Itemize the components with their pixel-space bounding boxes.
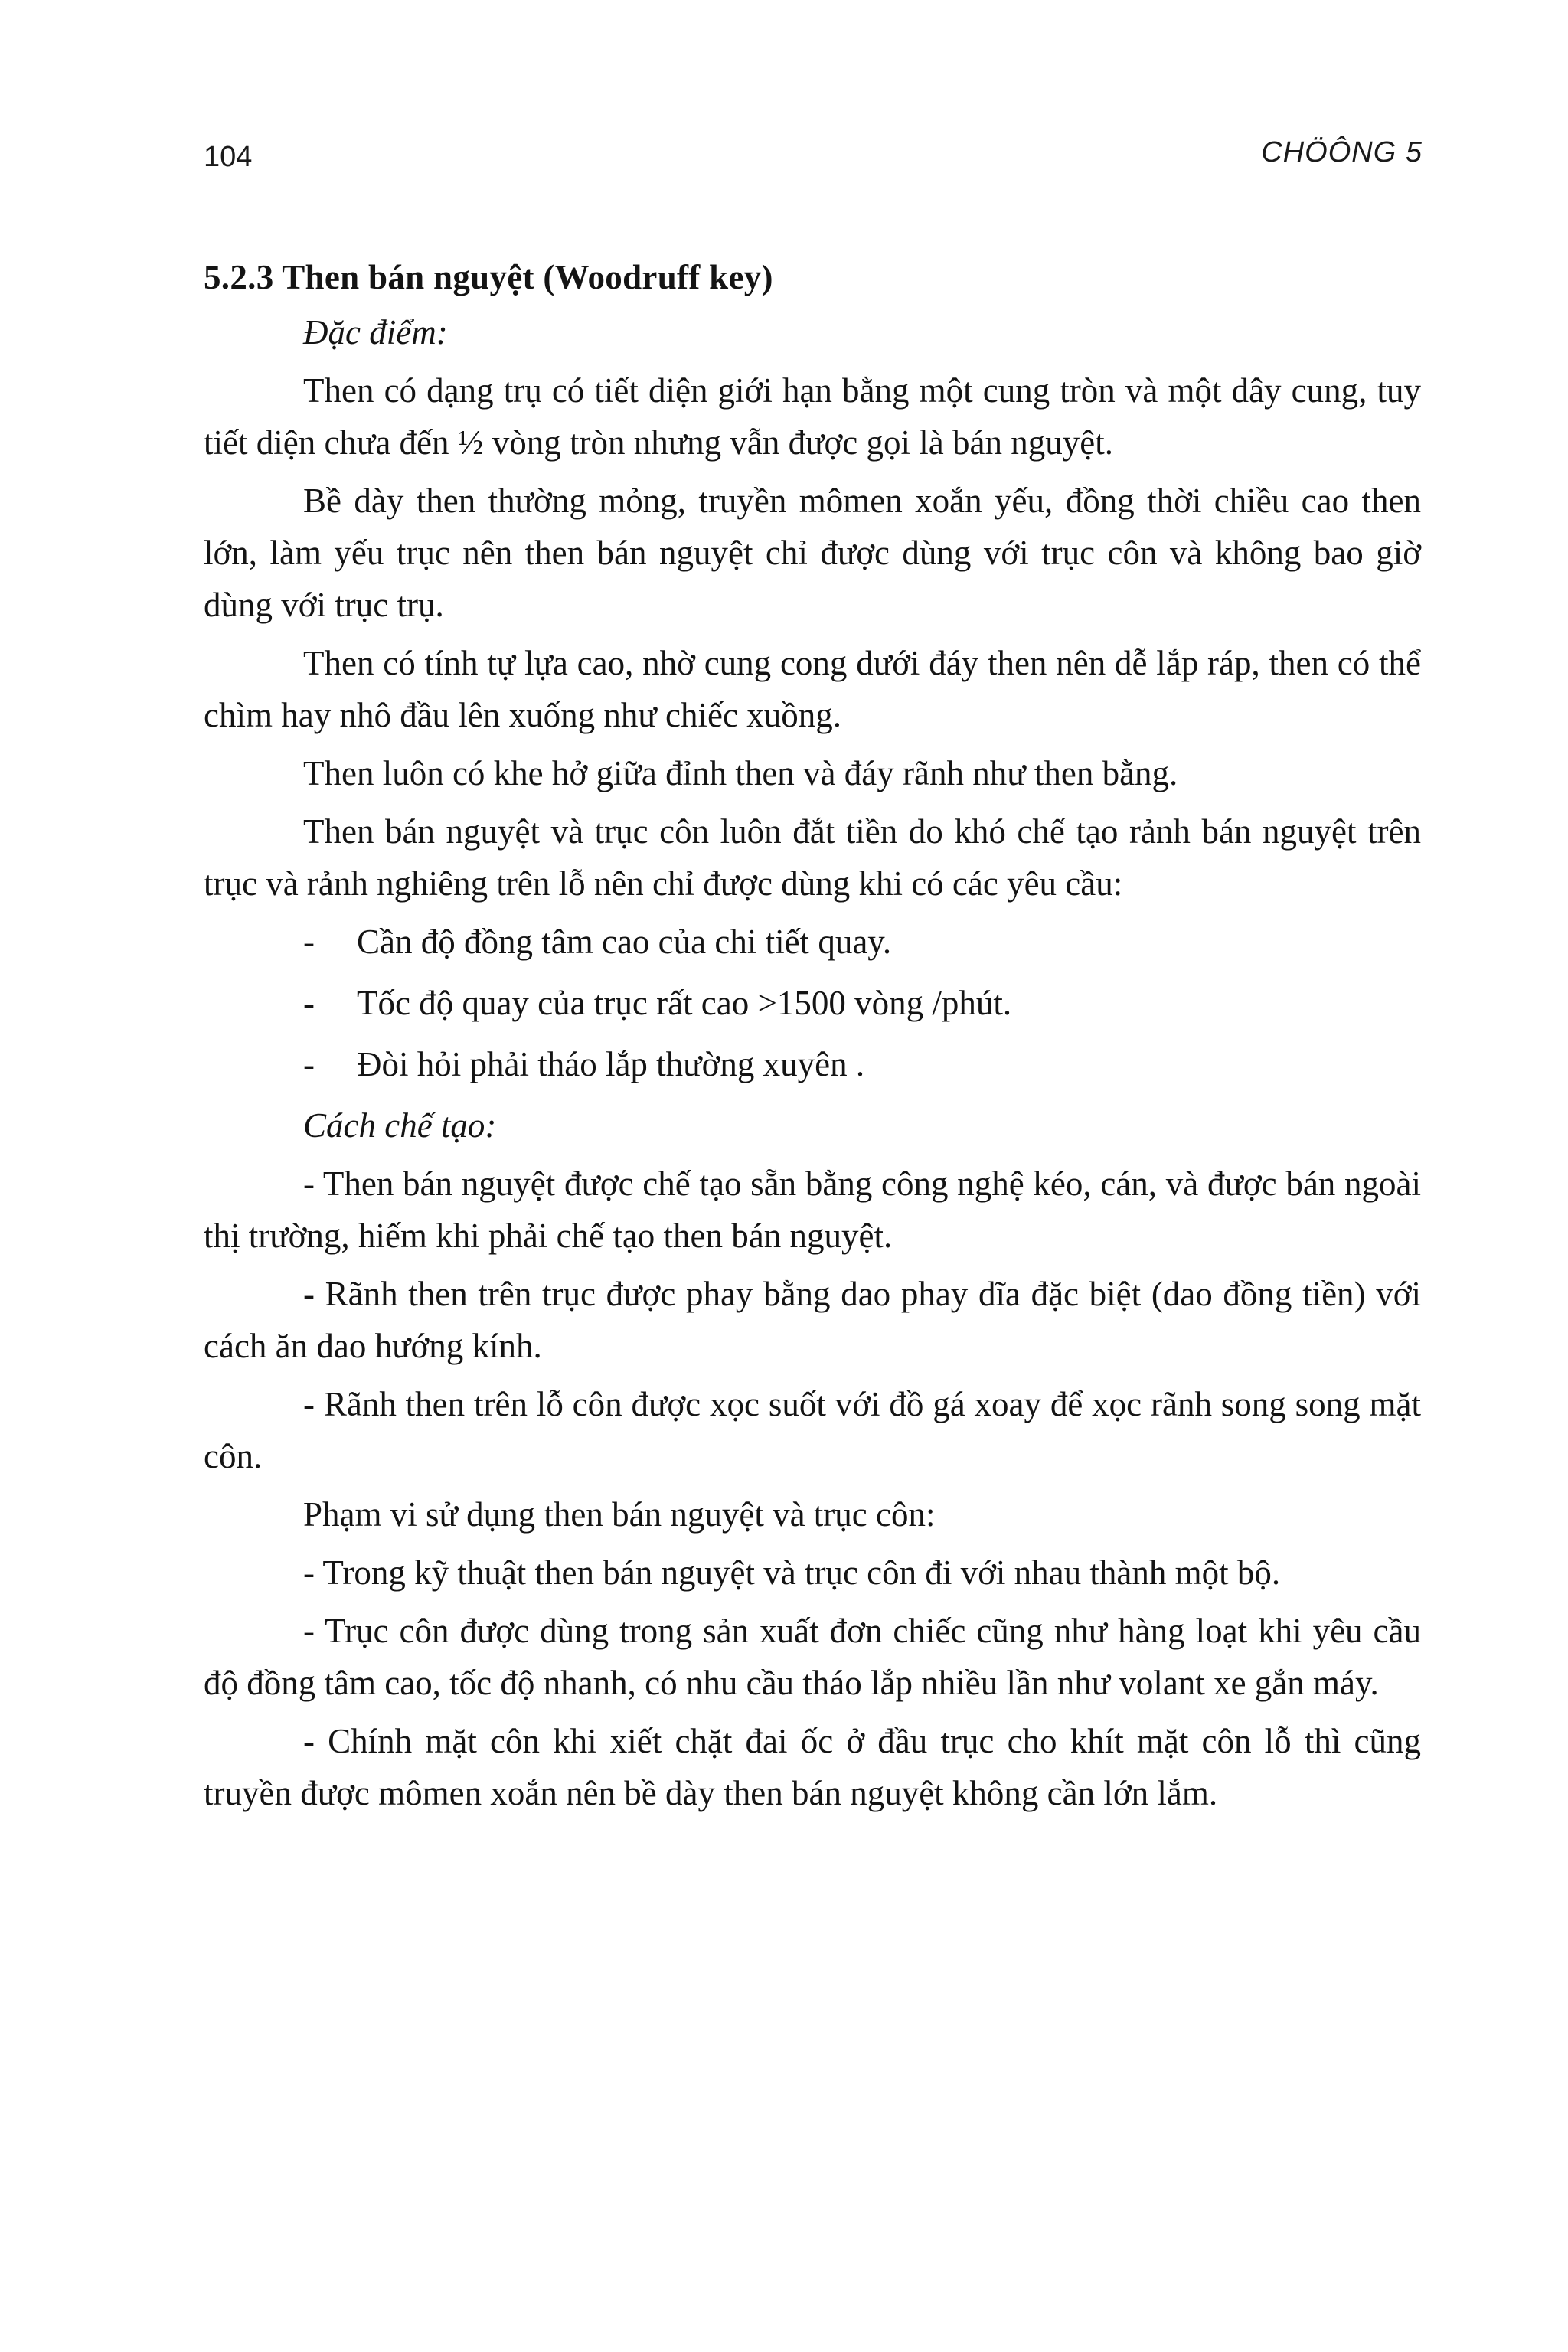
list-item-text: Cần độ đồng tâm cao của chi tiết quay. [357, 923, 892, 961]
paragraph: Then có dạng trụ có tiết diện giới hạn bằng một cung tròn và một dây cung, tuy tiết diện chưa đến ½ vòng tròn nhưng vẫn được gọi là bán nguyệt. [204, 371, 1421, 462]
paragraph: Bề dày then thường mỏng, truyền mômen xoắn yếu, đồng thời chiều cao then lớn, làm yếu trục nên then bán nguyệt chỉ được dùng với trục côn và không bao giờ dùng với trục trụ. [204, 482, 1421, 624]
paragraph: Then có tính tự lựa cao, nhờ cung cong dưới đáy then nên dễ lắp ráp, then có thể chìm hay nhô đầu lên xuống như chiếc xuồng. [204, 644, 1421, 734]
page-number: 104 [204, 141, 253, 173]
list-dash: - [303, 923, 315, 961]
paragraph: - Rãnh then trên trục được phay bằng dao phay dĩa đặc biệt (dao đồng tiền) với cách ăn dao hướng kính. [204, 1275, 1421, 1365]
chapter-label: CHÖÔNG 5 [1261, 136, 1423, 168]
paragraph: - Rãnh then trên lỗ côn được xọc suốt với đồ gá xoay để xọc rãnh song song mặt côn. [204, 1385, 1421, 1475]
list-dash: - [303, 984, 315, 1022]
list-item-text: Đòi hỏi phải tháo lắp thường xuyên . [357, 1045, 865, 1083]
list-item-text: Tốc độ quay của trục rất cao >1500 vòng /phút. [357, 984, 1012, 1022]
paragraph: Then luôn có khe hở giữa đỉnh then và đáy rãnh như then bằng. [303, 754, 1178, 792]
page-body [204, 251, 1421, 1825]
characteristics-heading: Đặc điểm: [303, 313, 448, 351]
list-dash: - [303, 1045, 315, 1083]
list-item [204, 916, 1421, 968]
list-item [204, 977, 1421, 1029]
paragraph: - Trục côn được dùng trong sản xuất đơn chiếc cũng như hàng loạt khi yêu cầu độ đồng tâm cao, tốc độ nhanh, có nhu cầu tháo lắp nhiều lần như volant xe gắn máy. [204, 1612, 1421, 1702]
scope-heading: Phạm vi sử dụng then bán nguyệt và trục côn: [303, 1495, 936, 1534]
requirements-list [204, 916, 1421, 1090]
paragraph: - Then bán nguyệt được chế tạo sẵn bằng công nghệ kéo, cán, và được bán ngoài thị trường, hiếm khi phải chế tạo then bán nguyệt. [204, 1165, 1421, 1255]
paragraph: - Trong kỹ thuật then bán nguyệt và trục côn đi với nhau thành một bộ. [303, 1553, 1281, 1592]
paragraph: - Chính mặt côn khi xiết chặt đai ốc ở đầu trục cho khít mặt côn lỗ thì cũng truyền được mômen xoắn nên bề dày then bán nguyệt không cần lớn lắm. [204, 1722, 1421, 1812]
paragraph: Then bán nguyệt và trục côn luôn đắt tiền do khó chế tạo rảnh bán nguyệt trên trục và rảnh nghiêng trên lỗ nên chỉ được dùng khi có các yêu cầu: [204, 812, 1421, 903]
section-title: 5.2.3 Then bán nguyệt (Woodruff key) [204, 258, 773, 296]
manufacturing-heading: Cách chế tạo: [303, 1106, 497, 1145]
list-item [204, 1038, 1421, 1090]
